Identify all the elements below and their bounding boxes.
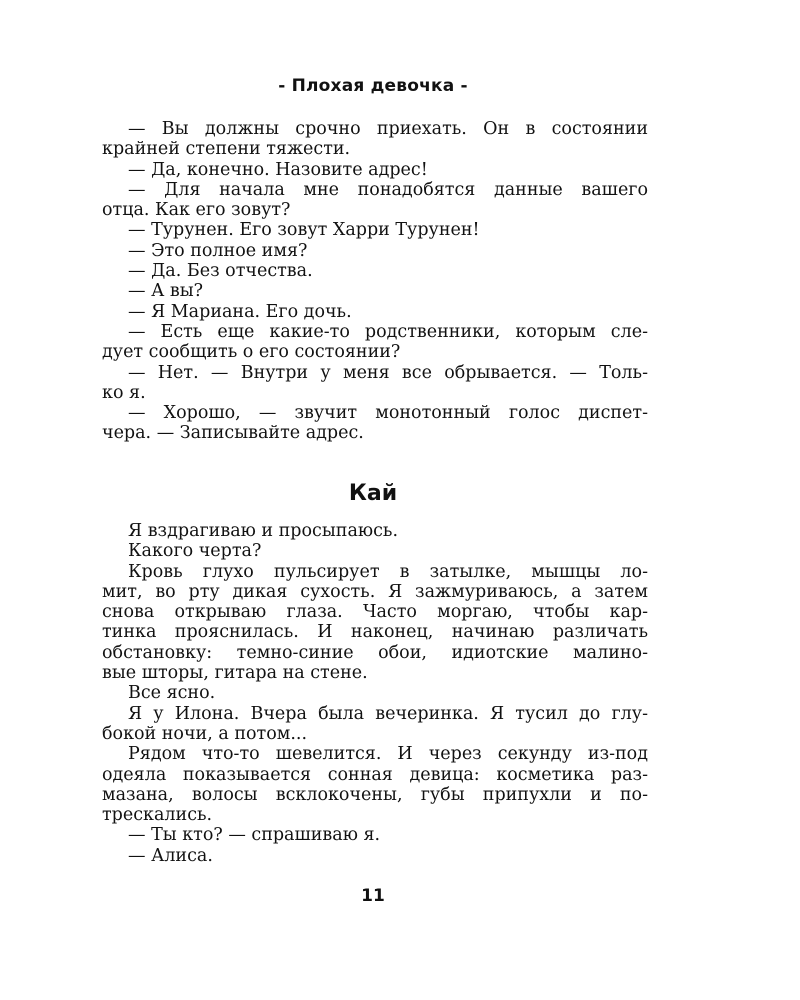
text-line: — Это полное имя? [128,240,308,261]
text-line: — Ты кто? — спрашиваю я. [128,825,381,846]
text-line: тинка прояснилась. И наконец, начинаю различать [102,622,648,643]
text-line: — Турунен. Его зовут Харри Турунен! [128,220,480,241]
narrative-section [102,521,648,866]
text-line: мазана, волосы всклокочены, губы припухли и по- [102,784,648,805]
text-line: — Вы должны срочно приехать. Он в состоянии [128,119,648,139]
text-line: дует сообщить о его состоянии? [102,342,401,363]
text-line: ко я. [102,382,146,403]
text-line: одеяла показывается сонная девица: косметика раз- [102,764,648,785]
text-line: снова открываю глаза. Часто моргаю, чтобы кар- [102,602,648,623]
text-line: отца. Как его зовут? [102,200,291,221]
dialogue-section [102,119,648,444]
text-line: вые шторы, гитара на стене. [102,663,368,684]
text-line: трескались. [102,805,213,826]
text-line: обстановку: темно-синие обои, идиотские малино- [102,642,648,663]
text-line: — Для начала мне понадобятся данные вашего [128,179,648,200]
text-line: крайней степени тяжести. [102,139,351,160]
text-line: Кровь глухо пульсирует в затылке, мышцы ло- [128,561,648,582]
page-number: 11 [361,886,385,906]
chapter-title: Кай [348,481,398,506]
running-head: - Плохая девочка - [278,76,468,96]
text-line: Рядом что-то шевелится. И через секунду из-под [128,744,648,765]
text-line: — Я Мариана. Его дочь. [128,301,352,322]
text-line: — Хорошо, — звучит монотонный голос диспет- [128,403,648,424]
text-line: Какого черта? [128,541,262,562]
text-line: — А вы? [128,281,204,302]
text-line: Все ясно. [128,683,216,704]
text-line: чера. — Записывайте адрес. [102,423,364,444]
text-line: мит, во рту дикая сухость. Я зажмуриваюсь, а затем [102,581,648,602]
text-line: — Есть еще какие-то родственники, которым сле- [128,321,648,342]
text-line: — Да, конечно. Назовите адрес! [128,159,428,180]
text-line: — Нет. — Внутри у меня все обрывается. — Толь- [128,362,648,383]
text-line: Я у Илона. Вчера была вечеринка. Я тусил до глу- [128,703,648,724]
text-line: — Алиса. [128,845,213,866]
text-line: Я вздрагиваю и просыпаюсь. [128,521,399,541]
text-line: бокой ночи, а потом... [102,723,308,744]
text-line: — Да. Без отчества. [128,261,313,282]
